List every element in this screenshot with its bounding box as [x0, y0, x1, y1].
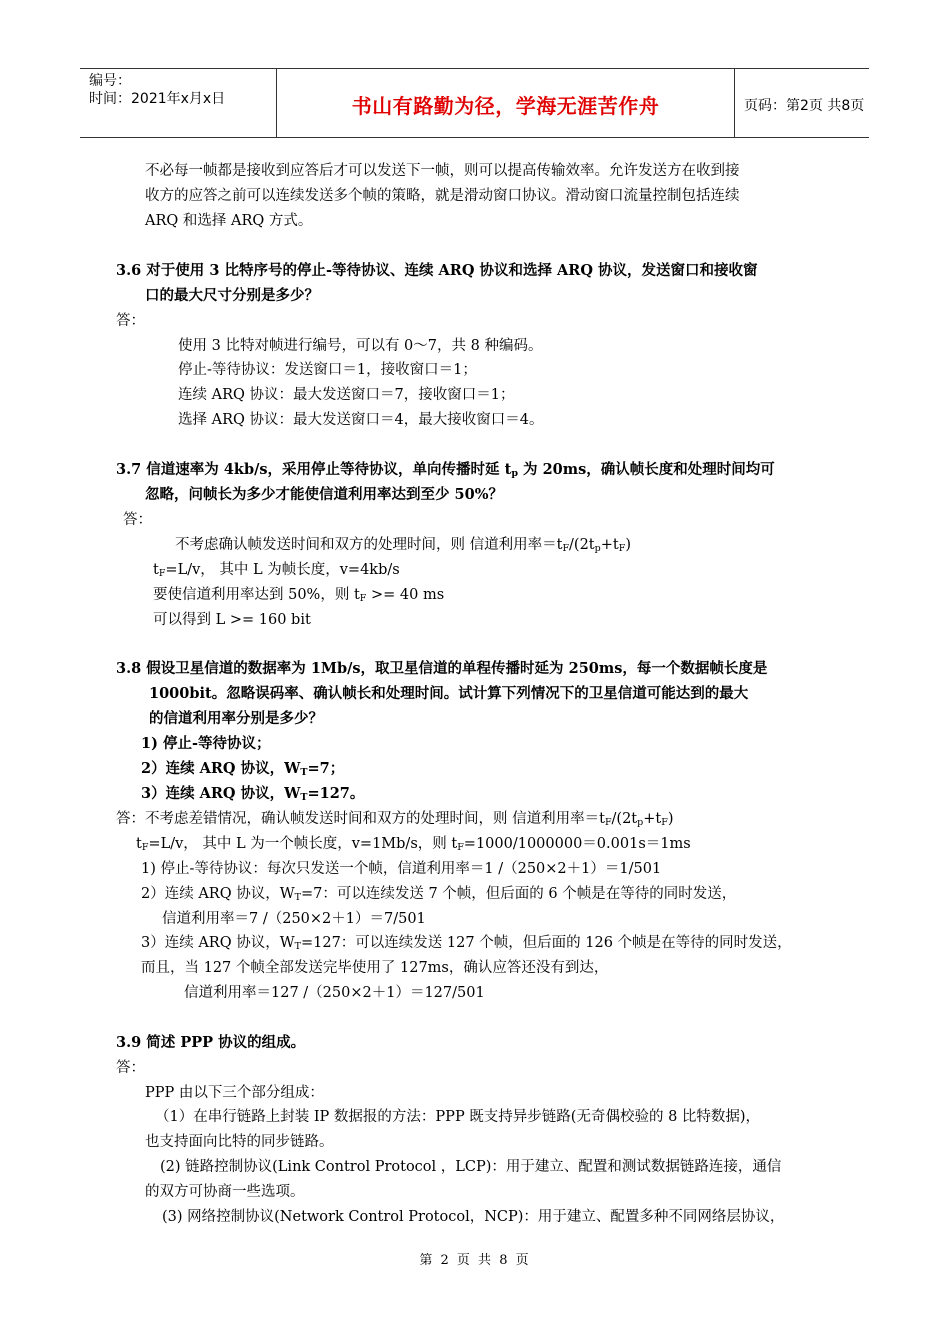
answer-3-8-line-2: $t_F=L/v$， 其中 L 为一个帧长度，v=1Mb/s，则 $t_F=1000/1000000=0.001s=1ms$: [136, 836, 691, 853]
page-footer: 第 2 页 共 8 页: [419, 1253, 531, 1268]
question-3-7-title-1: 3.7 信道速率为 4kb/s，采用停止等待协议，单向传播时延 $t_p$ 为 20ms，确认帧长度和处理时间均可: [116, 461, 775, 479]
question-3-8-title-3: 的信道利用率分别是多少？: [149, 710, 323, 727]
intro-line-2: 收方的应答之前可以连续发送多个帧的策略，就是滑动窗口协议。滑动窗口流量控制包括连续: [145, 188, 740, 204]
answer-label: 答：: [116, 1060, 145, 1076]
header-meta-cell: [80, 69, 276, 137]
question-3-8-item-1: 1) 停止-等待协议；: [141, 735, 271, 752]
intro-line-3: ARQ 和选择 ARQ 方式。: [145, 213, 313, 229]
answer-3-9-line-3: 也支持面向比特的同步链路。: [145, 1134, 334, 1150]
question-3-6-title-1: 3.6 对于使用 3 比特序号的停止-等待协议、连续 ARQ 协议和选择 ARQ 协议，发送窗口和接收窗: [116, 262, 758, 279]
answer-3-9-line-4: (2) 链路控制协议(Link Control Protocol ，LCP)：用于建立、配置和测试数据链路连接，通信: [160, 1159, 782, 1175]
answer-3-6-line-4: 选择 ARQ 协议：最大发送窗口＝4，最大接收窗口＝4。: [178, 412, 544, 428]
answer-label: 答：: [123, 512, 152, 528]
answer-3-7-line-2: $t_F=L/v$， 其中 L 为帧长度，v=4kb/s: [153, 562, 400, 579]
intro-line-1: 不必每一帧都是接收到应答后才可以发送下一帧，则可以提高传输效率。允许发送方在收到接: [145, 163, 740, 179]
answer-3-9-line-5: 的双方可协商一些选项。: [145, 1184, 305, 1200]
answer-3-8-line-5: 信道利用率＝7 /（250×2＋1）＝7/501: [162, 911, 426, 927]
answer-3-8-line-7: 而且，当 127 个帧全部发送完毕使用了 127ms，确认应答还没有到达，: [141, 960, 609, 976]
question-3-7-title-2: 忽略，问帧长为多少才能使信道利用率达到至少 50%？: [145, 486, 504, 503]
document-number-label: 编号：: [89, 73, 131, 89]
answer-3-8-line-3: 1) 停止-等待协议：每次只发送一个帧，信道利用率＝1 /（250×2＋1）＝1/501: [141, 861, 662, 877]
question-3-8-title-2: 1000bit。忽略误码率、确认帧长和处理时间。试计算下列情况下的卫星信道可能达到的最大: [149, 685, 749, 702]
header-motto: 书山有路勤为径，学海无涯苦作舟: [351, 94, 660, 118]
answer-3-6-line-3: 连续 ARQ 协议：最大发送窗口＝7，接收窗口＝1；: [178, 387, 515, 403]
answer-3-6-line-1: 使用 3 比特对帧进行编号，可以有 0～7，共 8 种编码。: [178, 338, 543, 354]
answer-3-8-line-1: 答：不考虑差错情况，确认帧发送时间和双方的处理时间，则 信道利用率$=t_F/(2t_p+t_F)$: [116, 811, 674, 828]
document-header: [80, 68, 869, 138]
answer-3-9-line-1: PPP 由以下三个部分组成：: [145, 1085, 324, 1101]
answer-3-8-line-8: 信道利用率＝127 /（250×2＋1）＝127/501: [184, 985, 485, 1001]
question-3-9-title: 3.9 简述 PPP 协议的组成。: [116, 1034, 306, 1051]
question-3-8-item-2: 2）连续 ARQ 协议，$W_T=7$；: [141, 760, 345, 778]
answer-label: 答：: [116, 313, 145, 329]
answer-3-7-line-3: 要使信道利用率达到 50%，则 $t_F >= 40$ ms: [153, 587, 445, 604]
header-motto-cell: [276, 69, 735, 137]
answer-3-9-line-2: （1）在串行链路上封装 IP 数据报的方法：PPP 既支持异步链路(无奇偶校验的 8 比特数据)，: [155, 1109, 761, 1125]
question-3-8-title-1: 3.8 假设卫星信道的数据率为 1Mb/s，取卫星信道的单程传播时延为 250ms，每一个数据帧长度是: [116, 660, 768, 677]
document-date-label: 时间：2021年x月x日: [89, 91, 226, 107]
answer-3-9-line-6: (3) 网络控制协议(Network Control Protocol，NCP)：用于建立、配置多种不同网络层协议，: [162, 1209, 785, 1225]
header-page-cell: [734, 69, 869, 137]
question-3-8-item-3: 3）连续 ARQ 协议，$W_T=127$。: [141, 785, 365, 803]
answer-3-6-line-2: 停止-等待协议：发送窗口＝1，接收窗口＝1；: [178, 362, 477, 378]
answer-3-8-line-4: 2）连续 ARQ 协议，$W_T=7$：可以连续发送 7 个帧，但后面的 6 个帧是在等待的同时发送，: [141, 886, 737, 903]
question-3-6-title-2: 口的最大尺寸分别是多少？: [145, 287, 319, 304]
answer-3-7-line-4: 可以得到 L >= 160 bit: [153, 612, 311, 628]
answer-3-7-line-1: 不考虑确认帧发送时间和双方的处理时间，则 信道利用率$=t_F/(2t_p+t_F)$: [175, 537, 631, 554]
header-page-label: 页码：第2页 共8页: [744, 98, 865, 114]
answer-3-8-line-6: 3）连续 ARQ 协议，$W_T=127$：可以连续发送 127 个帧，但后面的 126 个帧是在等待的同时发送，: [141, 935, 792, 952]
